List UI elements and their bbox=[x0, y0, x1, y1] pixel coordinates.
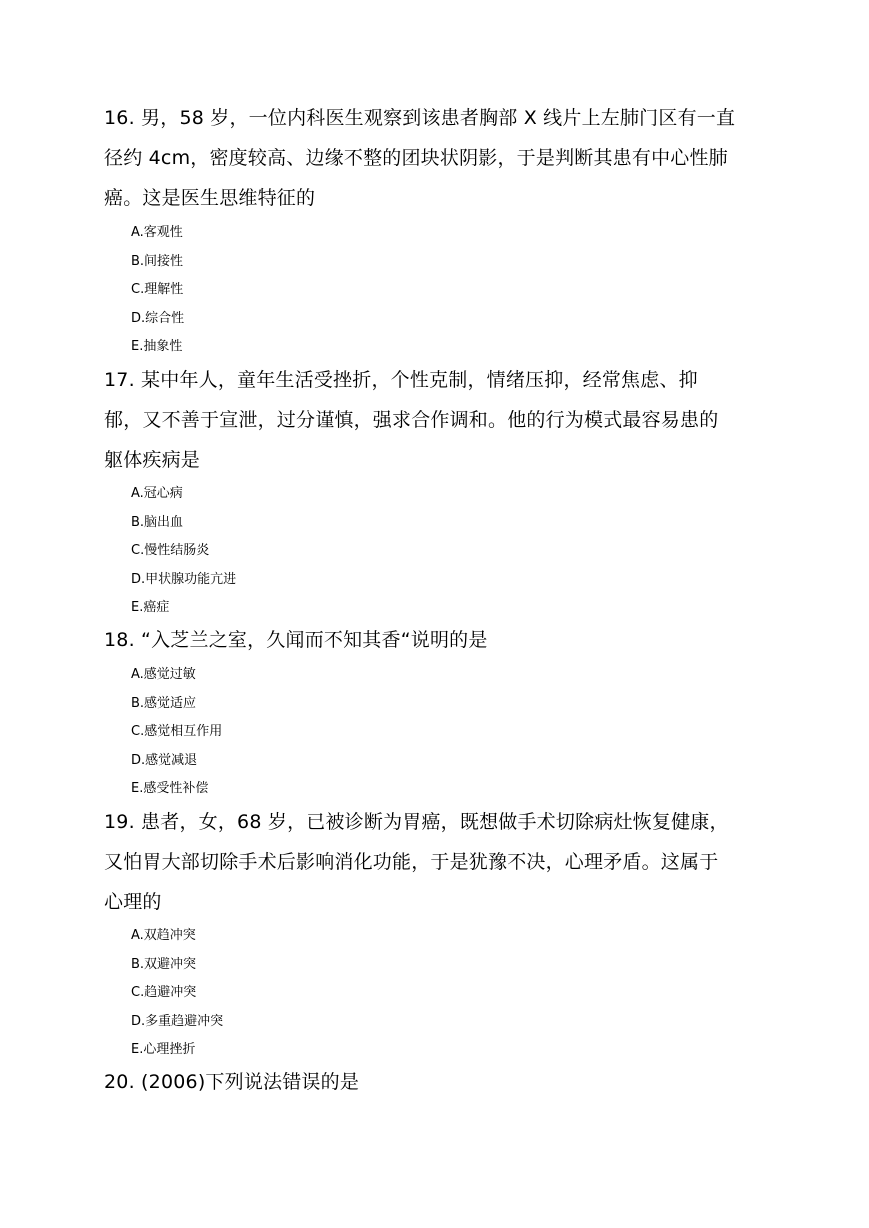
option-b: B.双避冲突 bbox=[131, 956, 197, 972]
question-17-stem bbox=[104, 360, 769, 480]
option-d: D.多重趋避冲突 bbox=[131, 1013, 224, 1029]
option-e: E.抽象性 bbox=[131, 339, 183, 354]
question-line: 心理的 bbox=[104, 891, 162, 913]
option-e: E.心理挫折 bbox=[131, 1042, 196, 1057]
question-line: 径约 4cm，密度较高、边缘不整的团块状阴影，于是判断其患有中心性肺 bbox=[104, 147, 728, 169]
question-19-stem bbox=[104, 802, 769, 922]
option-a: A.双趋冲突 bbox=[131, 928, 196, 943]
question-19-options bbox=[131, 922, 223, 1065]
question-16-options bbox=[131, 219, 184, 362]
option-c: C.趋避冲突 bbox=[131, 985, 197, 1000]
option-b: B.间接性 bbox=[131, 253, 184, 269]
question-line: 躯体疾病是 bbox=[104, 449, 201, 471]
question-line: 又怕胃大部切除手术后影响消化功能，于是犹豫不决，心理矛盾。这属于 bbox=[104, 851, 719, 873]
question-18-stem bbox=[104, 620, 769, 660]
question-line: 19. 患者，女，68 岁，已被诊断为胃癌，既想做手术切除病灶恢复健康， bbox=[104, 811, 729, 833]
option-d: D.综合性 bbox=[131, 310, 185, 326]
option-d: D.感觉减退 bbox=[131, 752, 198, 768]
option-a: A.感觉过敏 bbox=[131, 667, 196, 682]
question-line: 16. 男，58 岁，一位内科医生观察到该患者胸部 X 线片上左肺门区有一直 bbox=[104, 107, 736, 129]
option-c: C.慢性结肠炎 bbox=[131, 543, 210, 558]
option-b: B.脑出血 bbox=[131, 514, 184, 530]
question-line: 郁，又不善于宣泄，过分谨慎，强求合作调和。他的行为模式最容易患的 bbox=[104, 409, 719, 431]
question-line: 癌。这是医生思维特征的 bbox=[104, 187, 316, 209]
question-16-stem bbox=[104, 98, 769, 218]
option-c: C.感觉相互作用 bbox=[131, 724, 223, 739]
question-line: 17. 某中年人，童年生活受挫折，个性克制，情绪压抑，经常焦虑、抑 bbox=[104, 369, 698, 391]
option-e: E.感受性补偿 bbox=[131, 781, 209, 796]
question-line: 18. “入芝兰之室，久闻而不知其香“说明的是 bbox=[104, 629, 488, 651]
question-line: 20. (2006)下列说法错误的是 bbox=[104, 1071, 360, 1093]
option-a: A.客观性 bbox=[131, 225, 183, 240]
option-a: A.冠心病 bbox=[131, 486, 183, 501]
option-b: B.感觉适应 bbox=[131, 695, 197, 711]
option-c: C.理解性 bbox=[131, 282, 184, 297]
option-e: E.癌症 bbox=[131, 600, 170, 615]
question-20-stem bbox=[104, 1062, 769, 1102]
question-17-options bbox=[131, 480, 236, 623]
question-18-options bbox=[131, 661, 222, 804]
option-d: D.甲状腺功能亢进 bbox=[131, 571, 237, 587]
